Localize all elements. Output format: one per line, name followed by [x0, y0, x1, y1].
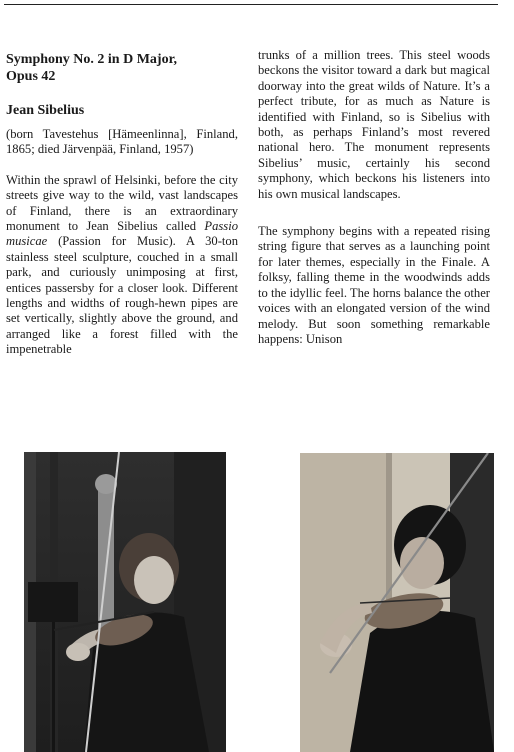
composer-dates: (born Tavestehus [Hämeenlinna], Finland, 1865; died Järvenpää, Finland, 1957) — [6, 127, 238, 157]
header-rule — [4, 4, 498, 5]
composer-name: Jean Sibelius — [6, 103, 85, 118]
para1-italic-title: Passio musicae — [6, 219, 238, 249]
para1-text-b: (Passion for Music). A 30-ton stainless steel sculpture, couched in a small park, and curiously unimposing at first, entices passersby for a closer look. Different lengths and widths of rough-hewn pipes are set vertically, slightly above the ground, and arranged like a forest filled with the impenetrable — [6, 234, 238, 357]
violinist-photo-left — [24, 452, 226, 752]
work-title — [6, 51, 238, 85]
right-column — [258, 48, 490, 361]
work-title-line1: Symphony No. 2 in D Major, — [6, 52, 178, 67]
left-column — [6, 46, 238, 372]
body-paragraph-3: The symphony begins with a repeated rising string figure that serves as a launching point for later themes, especially in the Finale. A folksy, falling theme in the woodwinds adds to the idyllic feel. The horns balance the other voices with an elongated version of the wind melody. But soon something remarkable happens: Unison — [258, 224, 490, 346]
violinist-photo-left-image — [24, 452, 226, 752]
violinist-photo-right — [300, 453, 494, 752]
violinist-photo-right-image — [300, 453, 494, 752]
body-paragraph-1 — [6, 173, 238, 358]
body-paragraph-2: trunks of a million trees. This steel woods beckons the visitor toward a dark but magical doorway into the great wilds of Nature. It’s a perfect tribute, for as much as Nature is identified with Finland, so is Sibelius with both, as perhaps Finland’s most revered national hero. The monument represents Sibelius’ music, certainly his second symphony, which beckons his listeners into his own musical landscapes. — [258, 48, 490, 201]
para1-text-a: Within the sprawl of Helsinki, before the city streets give way to the wild, vast landscapes of Finland, there is an extraordinary monument to Jean Sibelius called — [6, 172, 238, 234]
work-title-line2: Opus 42 — [6, 69, 56, 84]
